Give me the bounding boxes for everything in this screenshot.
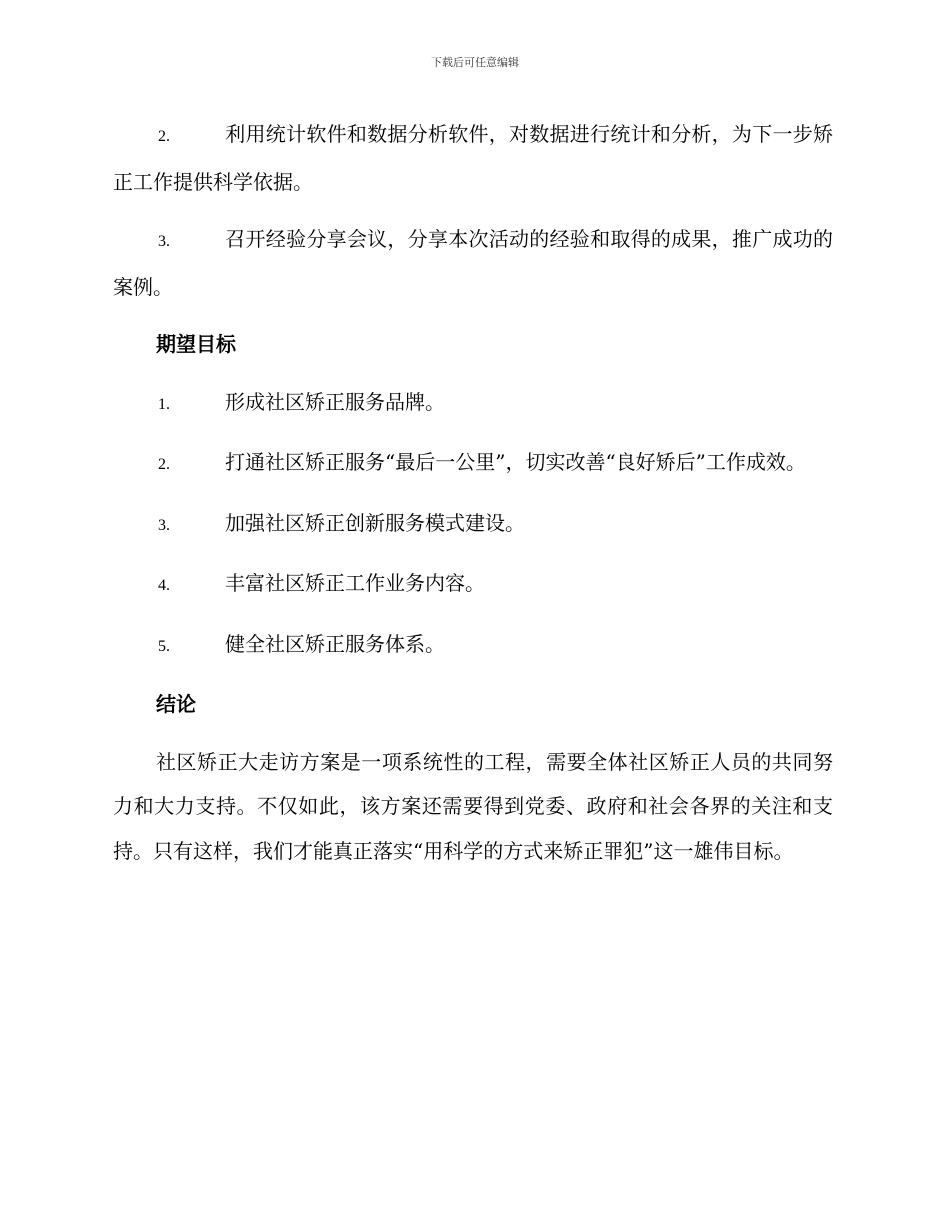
list-item — [113, 440, 833, 488]
list-item-text: 加强社区矫正创新服务模式建设。 — [225, 510, 525, 535]
list-number: 4. — [158, 577, 170, 594]
list-item — [113, 622, 833, 670]
list-item — [113, 112, 833, 204]
list-item-text: 召开经验分享会议，分享本次活动的经验和取得的成果，推广成功的案例。 — [113, 227, 833, 299]
list-number: 3. — [158, 233, 170, 250]
list-item-text: 利用统计软件和数据分析软件，对数据进行统计和分析，为下一步矫正工作提供科学依据。 — [113, 122, 833, 194]
list-item-text: 丰富社区矫正工作业务内容。 — [225, 571, 485, 595]
conclusion-paragraph: 社区矫正大走访方案是一项系统性的工程，需要全体社区矫正人员的共同努力和大力支持。不仅如此，该方案还需要得到党委、政府和社会各界的关注和支持。只有这样，我们才能真正落实“用科学的方式来矫正罪犯”这一雄伟目标。 — [113, 749, 833, 863]
section-heading-goals: 期望目标 — [156, 332, 236, 356]
list-number: 1. — [158, 395, 170, 413]
section-heading-conclusion: 结论 — [156, 692, 196, 716]
list-number: 2. — [158, 456, 170, 473]
page-header: 下载后可任意编辑 — [431, 56, 519, 69]
list-number: 3. — [158, 516, 170, 534]
list-item — [113, 217, 833, 309]
list-item-text: 健全社区矫正服务体系。 — [225, 631, 445, 656]
list-item-text: 打通社区矫正服务“最后一公里”，切实改善“良好矫后”工作成效。 — [225, 450, 806, 474]
list-item — [113, 561, 833, 609]
list-item-text: 形成社区矫正服务品牌。 — [225, 389, 445, 414]
list-number: 2. — [158, 128, 170, 145]
list-item — [113, 501, 833, 549]
document-body — [113, 112, 833, 886]
list-item — [113, 380, 833, 428]
list-number: 5. — [158, 637, 170, 655]
